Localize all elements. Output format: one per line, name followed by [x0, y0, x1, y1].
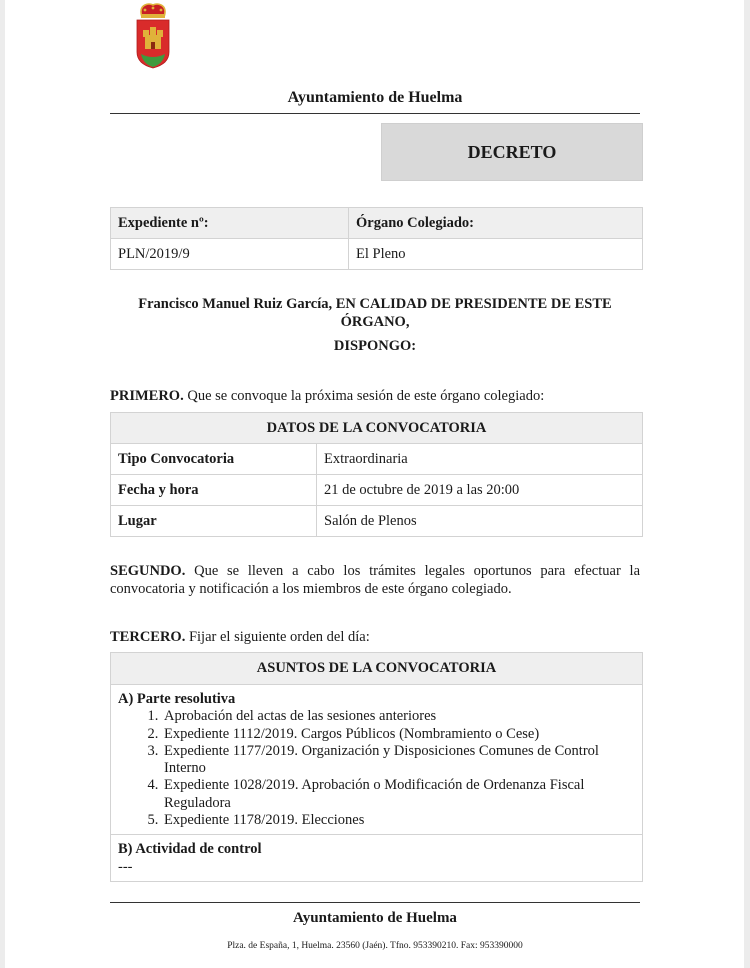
- actividad-control-content: ---: [118, 858, 133, 875]
- datos-title: DATOS DE LA CONVOCATORIA: [111, 413, 643, 444]
- header-divider: [110, 113, 640, 114]
- page-right-edge: [744, 0, 750, 968]
- primero-paragraph: [110, 387, 640, 405]
- asuntos-title: ASUNTOS DE LA CONVOCATORIA: [111, 653, 642, 685]
- municipality-title: Ayuntamiento de Huelma: [287, 89, 463, 106]
- segundo-lead: SEGUNDO.: [110, 563, 186, 579]
- asuntos-table: [110, 652, 643, 882]
- footer-municipality: Ayuntamiento de Huelma: [293, 910, 457, 926]
- table-row: [111, 506, 643, 537]
- expediente-header: Expediente nº:: [111, 208, 349, 239]
- list-item: 2. Expediente 1112/2019. Cargos Públicos (Nombramiento o Cese): [162, 726, 635, 743]
- footer-address: Plza. de España, 1, Huelma. 23560 (Jaén). Tfno. 953390210. Fax: 953390000: [227, 941, 523, 951]
- actividad-control-heading: B) Actividad de control: [118, 841, 262, 858]
- list-item: 5. Expediente 1178/2019. Elecciones: [162, 812, 635, 829]
- agenda-list: [118, 708, 635, 829]
- primero-text: Que se convoque la próxima sesión de este órgano colegiado:: [183, 388, 545, 404]
- expediente-table: [110, 207, 643, 270]
- parte-resolutiva-heading: A) Parte resolutiva: [118, 691, 236, 707]
- tipo-convocatoria-label: Tipo Convocatoria: [111, 444, 317, 475]
- presidente-statement: Francisco Manuel Ruiz García, EN CALIDAD DE PRESIDENTE DE ESTE ÓRGANO,: [138, 296, 612, 330]
- organo-value: El Pleno: [349, 239, 643, 270]
- fecha-hora-value: 21 de octubre de 2019 a las 20:00: [317, 475, 643, 506]
- list-item: 4. Expediente 1028/2019. Aprobación o Modificación de Ordenanza Fiscal Reguladora: [162, 777, 635, 812]
- page-left-edge: [0, 0, 5, 968]
- organo-header: Órgano Colegiado:: [349, 208, 643, 239]
- decree-title: DECRETO: [381, 123, 643, 181]
- primero-lead: PRIMERO.: [110, 388, 184, 404]
- tipo-convocatoria-value: Extraordinaria: [317, 444, 643, 475]
- list-item: 3. Expediente 1177/2019. Organización y Disposiciones Comunes de Control Interno: [162, 743, 635, 778]
- lugar-value: Salón de Plenos: [317, 506, 643, 537]
- table-row: [111, 475, 643, 506]
- expediente-value: PLN/2019/9: [111, 239, 349, 270]
- list-item: 1. Aprobación del actas de las sesiones anteriores: [162, 708, 635, 725]
- tercero-paragraph: [110, 628, 640, 646]
- tercero-lead: TERCERO.: [110, 629, 186, 645]
- lugar-label: Lugar: [111, 506, 317, 537]
- datos-convocatoria-table: [110, 412, 643, 537]
- parte-resolutiva-section: [111, 685, 642, 834]
- fecha-hora-label: Fecha y hora: [111, 475, 317, 506]
- segundo-text: Que se lleven a cabo los trámites legales oportunos para efectuar la convocatoria y notificación a los miembros de este órgano colegiado.: [110, 563, 640, 597]
- dispongo-heading: DISPONGO:: [333, 338, 417, 354]
- actividad-control-section: [111, 834, 642, 881]
- coat-of-arms-icon: [133, 2, 173, 70]
- table-row: [111, 444, 643, 475]
- footer-divider: [110, 902, 640, 903]
- segundo-paragraph: [110, 562, 640, 598]
- tercero-text: Fijar el siguiente orden del día:: [185, 629, 370, 645]
